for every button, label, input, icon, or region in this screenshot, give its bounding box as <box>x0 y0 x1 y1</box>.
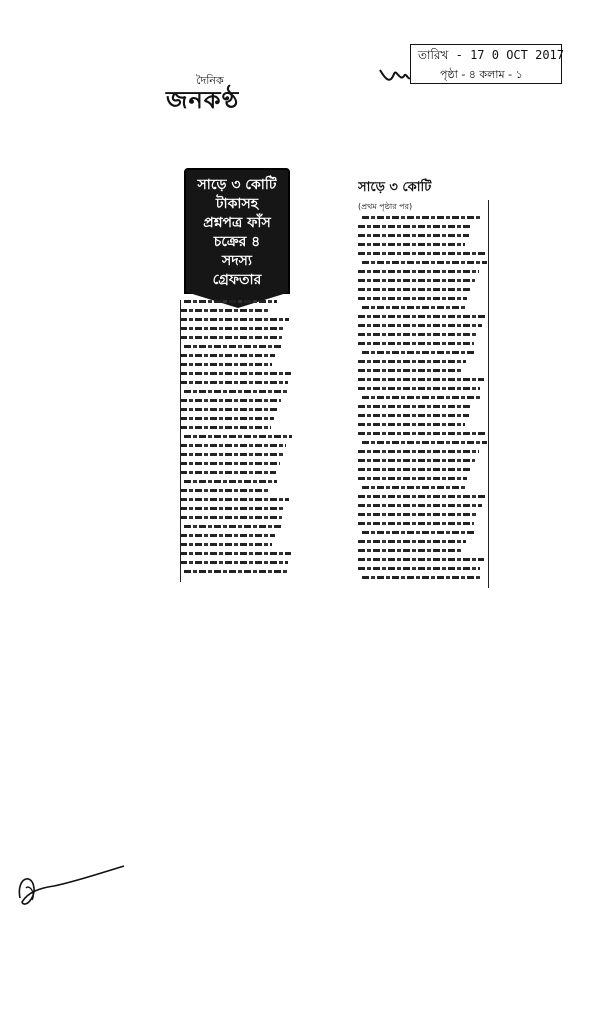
headline-box <box>184 168 290 294</box>
illegible-text-line <box>180 561 288 564</box>
illegible-text-line <box>180 381 288 384</box>
illegible-text-line <box>358 234 469 237</box>
illegible-text-line <box>362 216 480 219</box>
illegible-text-line <box>358 342 474 345</box>
headline-line: চক্রের ৪ <box>213 234 261 250</box>
illegible-text-line <box>358 297 467 300</box>
illegible-text-line <box>180 354 275 357</box>
illegible-text-line <box>180 444 286 447</box>
stamp-page-column: পৃষ্ঠা - ৪ কলাম - ১ <box>440 68 523 81</box>
signature-icon <box>14 858 126 914</box>
headline-line: গ্রেফতার <box>212 272 262 288</box>
illegible-text-line <box>358 252 487 255</box>
continuation-title: সাড়ে ৩ কোটি <box>358 180 432 195</box>
illegible-text-line <box>180 453 283 456</box>
illegible-text-line <box>358 549 462 552</box>
illegible-text-line <box>358 414 469 417</box>
illegible-text-line <box>180 363 272 366</box>
illegible-text-line <box>358 567 480 570</box>
illegible-text-line <box>180 318 289 321</box>
continuation-body <box>358 216 488 579</box>
continuation-subtitle: (প্রথম পৃষ্ঠার পর) <box>358 202 413 211</box>
masthead-prefix: দৈনিক <box>196 74 224 87</box>
illegible-text-line <box>358 477 467 480</box>
illegible-text-line <box>358 333 478 336</box>
illegible-text-line <box>358 324 482 327</box>
illegible-text-line <box>180 552 291 555</box>
illegible-text-line <box>362 396 480 399</box>
illegible-text-line <box>184 525 283 528</box>
article-continuation <box>358 178 488 588</box>
illegible-text-line <box>180 471 276 474</box>
illegible-text-line <box>362 486 467 489</box>
headline-line: টাকাসহ <box>215 196 259 212</box>
illegible-text-line <box>358 513 478 516</box>
illegible-text-line <box>180 498 289 501</box>
illegible-text-line <box>184 570 288 573</box>
illegible-text-line <box>180 309 270 312</box>
illegible-text-line <box>180 543 272 546</box>
illegible-text-line <box>180 327 285 330</box>
illegible-text-line <box>358 369 462 372</box>
illegible-text-line <box>184 435 292 438</box>
illegible-text-line <box>180 507 285 510</box>
illegible-text-line <box>358 315 485 318</box>
illegible-text-line <box>358 243 465 246</box>
illegible-text-line <box>180 516 282 519</box>
illegible-text-line <box>180 372 291 375</box>
illegible-text-line <box>184 480 277 483</box>
illegible-text-line <box>184 390 288 393</box>
illegible-text-line <box>358 432 487 435</box>
illegible-text-line <box>358 378 484 381</box>
illegible-text-line <box>358 279 475 282</box>
illegible-text-line <box>358 288 471 291</box>
illegible-text-line <box>358 468 471 471</box>
illegible-text-line <box>180 417 274 420</box>
headline-line: প্রশ্নপত্র ফাঁস <box>203 215 271 231</box>
illegible-text-line <box>358 387 480 390</box>
illegible-text-line <box>362 261 487 264</box>
illegible-text-line <box>358 522 474 525</box>
illegible-text-line <box>180 426 271 429</box>
illegible-text-line <box>358 495 485 498</box>
illegible-text-line <box>362 306 467 309</box>
illegible-text-line <box>184 345 283 348</box>
illegible-text-line <box>362 441 487 444</box>
illegible-text-line <box>180 399 281 402</box>
illegible-text-line <box>358 360 466 363</box>
scribble-mark-icon <box>378 62 412 92</box>
illegible-text-line <box>180 534 275 537</box>
stamp-date: তারিখ - 17 0 OCT 2017 <box>418 48 564 62</box>
illegible-text-line <box>180 489 270 492</box>
illegible-text-line <box>358 450 479 453</box>
headline-line: সাড়ে ৩ কোটি <box>197 177 277 193</box>
illegible-text-line <box>180 408 277 411</box>
illegible-text-line <box>358 558 484 561</box>
illegible-text-line <box>358 504 482 507</box>
illegible-text-line <box>362 531 474 534</box>
illegible-text-line <box>184 300 277 303</box>
illegible-text-line <box>358 270 479 273</box>
illegible-text-line <box>358 459 475 462</box>
illegible-text-line <box>180 462 280 465</box>
illegible-text-line <box>358 423 465 426</box>
illegible-text-line <box>358 225 472 228</box>
headline-line: সদস্য <box>222 253 252 269</box>
article-body-left <box>180 300 292 582</box>
column-rule <box>488 200 489 588</box>
illegible-text-line <box>358 405 472 408</box>
newspaper-masthead: জনকণ্ঠ <box>166 86 240 114</box>
illegible-text-line <box>362 576 480 579</box>
illegible-text-line <box>358 540 466 543</box>
illegible-text-line <box>362 351 474 354</box>
illegible-text-line <box>180 336 282 339</box>
